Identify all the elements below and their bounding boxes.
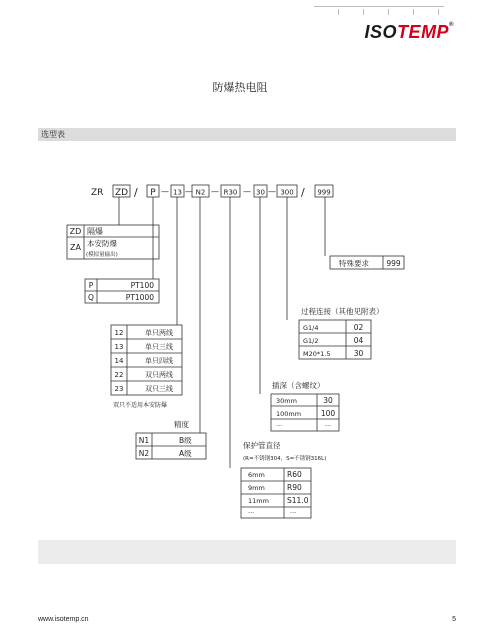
- accuracy-desc-n2: A级: [179, 449, 192, 458]
- depth-size-more: ···: [276, 422, 283, 430]
- section-header: 选型表: [38, 128, 456, 141]
- special-label: 特殊要求: [339, 259, 369, 268]
- model-code-tube: R30: [223, 188, 238, 197]
- accuracy-code-n2: N2: [138, 449, 150, 458]
- model-code-explosion: ZD: [114, 188, 129, 198]
- depth-size-30: 30mm: [276, 397, 297, 405]
- element-desc-p: PT100: [130, 281, 154, 290]
- model-slash-1: /: [134, 186, 138, 199]
- wire-code-14: 14: [114, 357, 124, 365]
- depth-code-100: 100: [320, 409, 336, 418]
- explosion-note-za: (模拟量输出): [86, 252, 118, 258]
- bottom-band: [38, 540, 456, 564]
- tube-title: 保护管直径: [243, 441, 281, 450]
- element-desc-q: PT1000: [125, 293, 154, 302]
- depth-code-30: 30: [323, 396, 333, 405]
- wire-code-13: 13: [114, 343, 124, 351]
- page-number: 5: [452, 616, 456, 623]
- brand-logo: ISOTEMP®: [364, 22, 454, 42]
- wire-note: 双只不适用本安防爆: [113, 402, 168, 409]
- model-dash-1: —: [161, 187, 169, 196]
- process-size-m20: M20*1.5: [303, 350, 331, 358]
- explosion-code-za: ZA: [70, 243, 81, 252]
- depth-title: 插深（含螺纹）: [272, 381, 325, 390]
- wire-desc-22: 双只两线: [145, 371, 173, 379]
- model-code-element: P: [150, 188, 156, 198]
- wire-code-22: 22: [114, 371, 124, 379]
- depth-size-100: 100mm: [276, 410, 302, 418]
- model-dash-5: —: [268, 187, 276, 196]
- element-code-q: Q: [88, 293, 94, 302]
- process-title: 过程连接（其他见附表）: [301, 307, 384, 316]
- explosion-code-zd: ZD: [69, 227, 82, 236]
- process-size-g12: G1/2: [303, 337, 319, 345]
- model-slash-2: /: [301, 186, 305, 199]
- process-code-04: 04: [353, 336, 364, 345]
- tube-size-11: 11mm: [248, 497, 269, 505]
- model-code-process: 300: [280, 188, 294, 197]
- tube-code-s110: S11.0: [287, 496, 309, 505]
- model-code-wire: 13: [173, 188, 182, 197]
- explosion-desc-zd: 隔爆: [87, 227, 103, 236]
- element-code-p: P: [88, 281, 94, 290]
- model-dash-3: —: [211, 187, 219, 196]
- special-code: 999: [386, 259, 401, 268]
- model-prefix: ZR: [91, 188, 104, 198]
- wire-code-12: 12: [114, 329, 124, 337]
- tube-note: (R=不锈钢304，S=不锈钢316L): [243, 456, 327, 462]
- wire-desc-23: 双只三线: [145, 385, 173, 393]
- wire-desc-14: 单只四线: [145, 357, 173, 365]
- tube-code-more: ···: [290, 509, 297, 517]
- accuracy-title: 精度: [174, 420, 189, 429]
- tube-size-9: 9mm: [248, 484, 265, 492]
- tube-size-more: ···: [248, 509, 255, 517]
- accuracy-code-n1: N1: [138, 436, 150, 445]
- page-title: 防爆热电阻: [212, 81, 268, 94]
- tube-size-6: 6mm: [248, 471, 265, 479]
- tube-code-r90: R90: [287, 483, 302, 492]
- footer-url[interactable]: www.isotemp.cn: [38, 616, 89, 623]
- accuracy-desc-n1: B级: [179, 436, 192, 445]
- wire-desc-13: 单只三线: [145, 343, 173, 351]
- process-code-02: 02: [353, 323, 364, 332]
- wire-code-23: 23: [114, 385, 124, 393]
- depth-code-more: ···: [324, 422, 332, 430]
- model-code-depth: 30: [256, 188, 265, 197]
- tube-code-r60: R60: [287, 470, 302, 479]
- wire-desc-12: 单只两线: [145, 329, 173, 337]
- process-size-g14: G1/4: [303, 324, 319, 332]
- model-dash-2: —: [185, 187, 193, 196]
- explosion-desc-za: 本安防爆: [87, 239, 117, 248]
- model-code-accuracy: N2: [195, 188, 206, 197]
- model-code-special: 999: [317, 188, 331, 197]
- process-code-30: 30: [353, 349, 364, 358]
- model-dash-4: —: [243, 187, 251, 196]
